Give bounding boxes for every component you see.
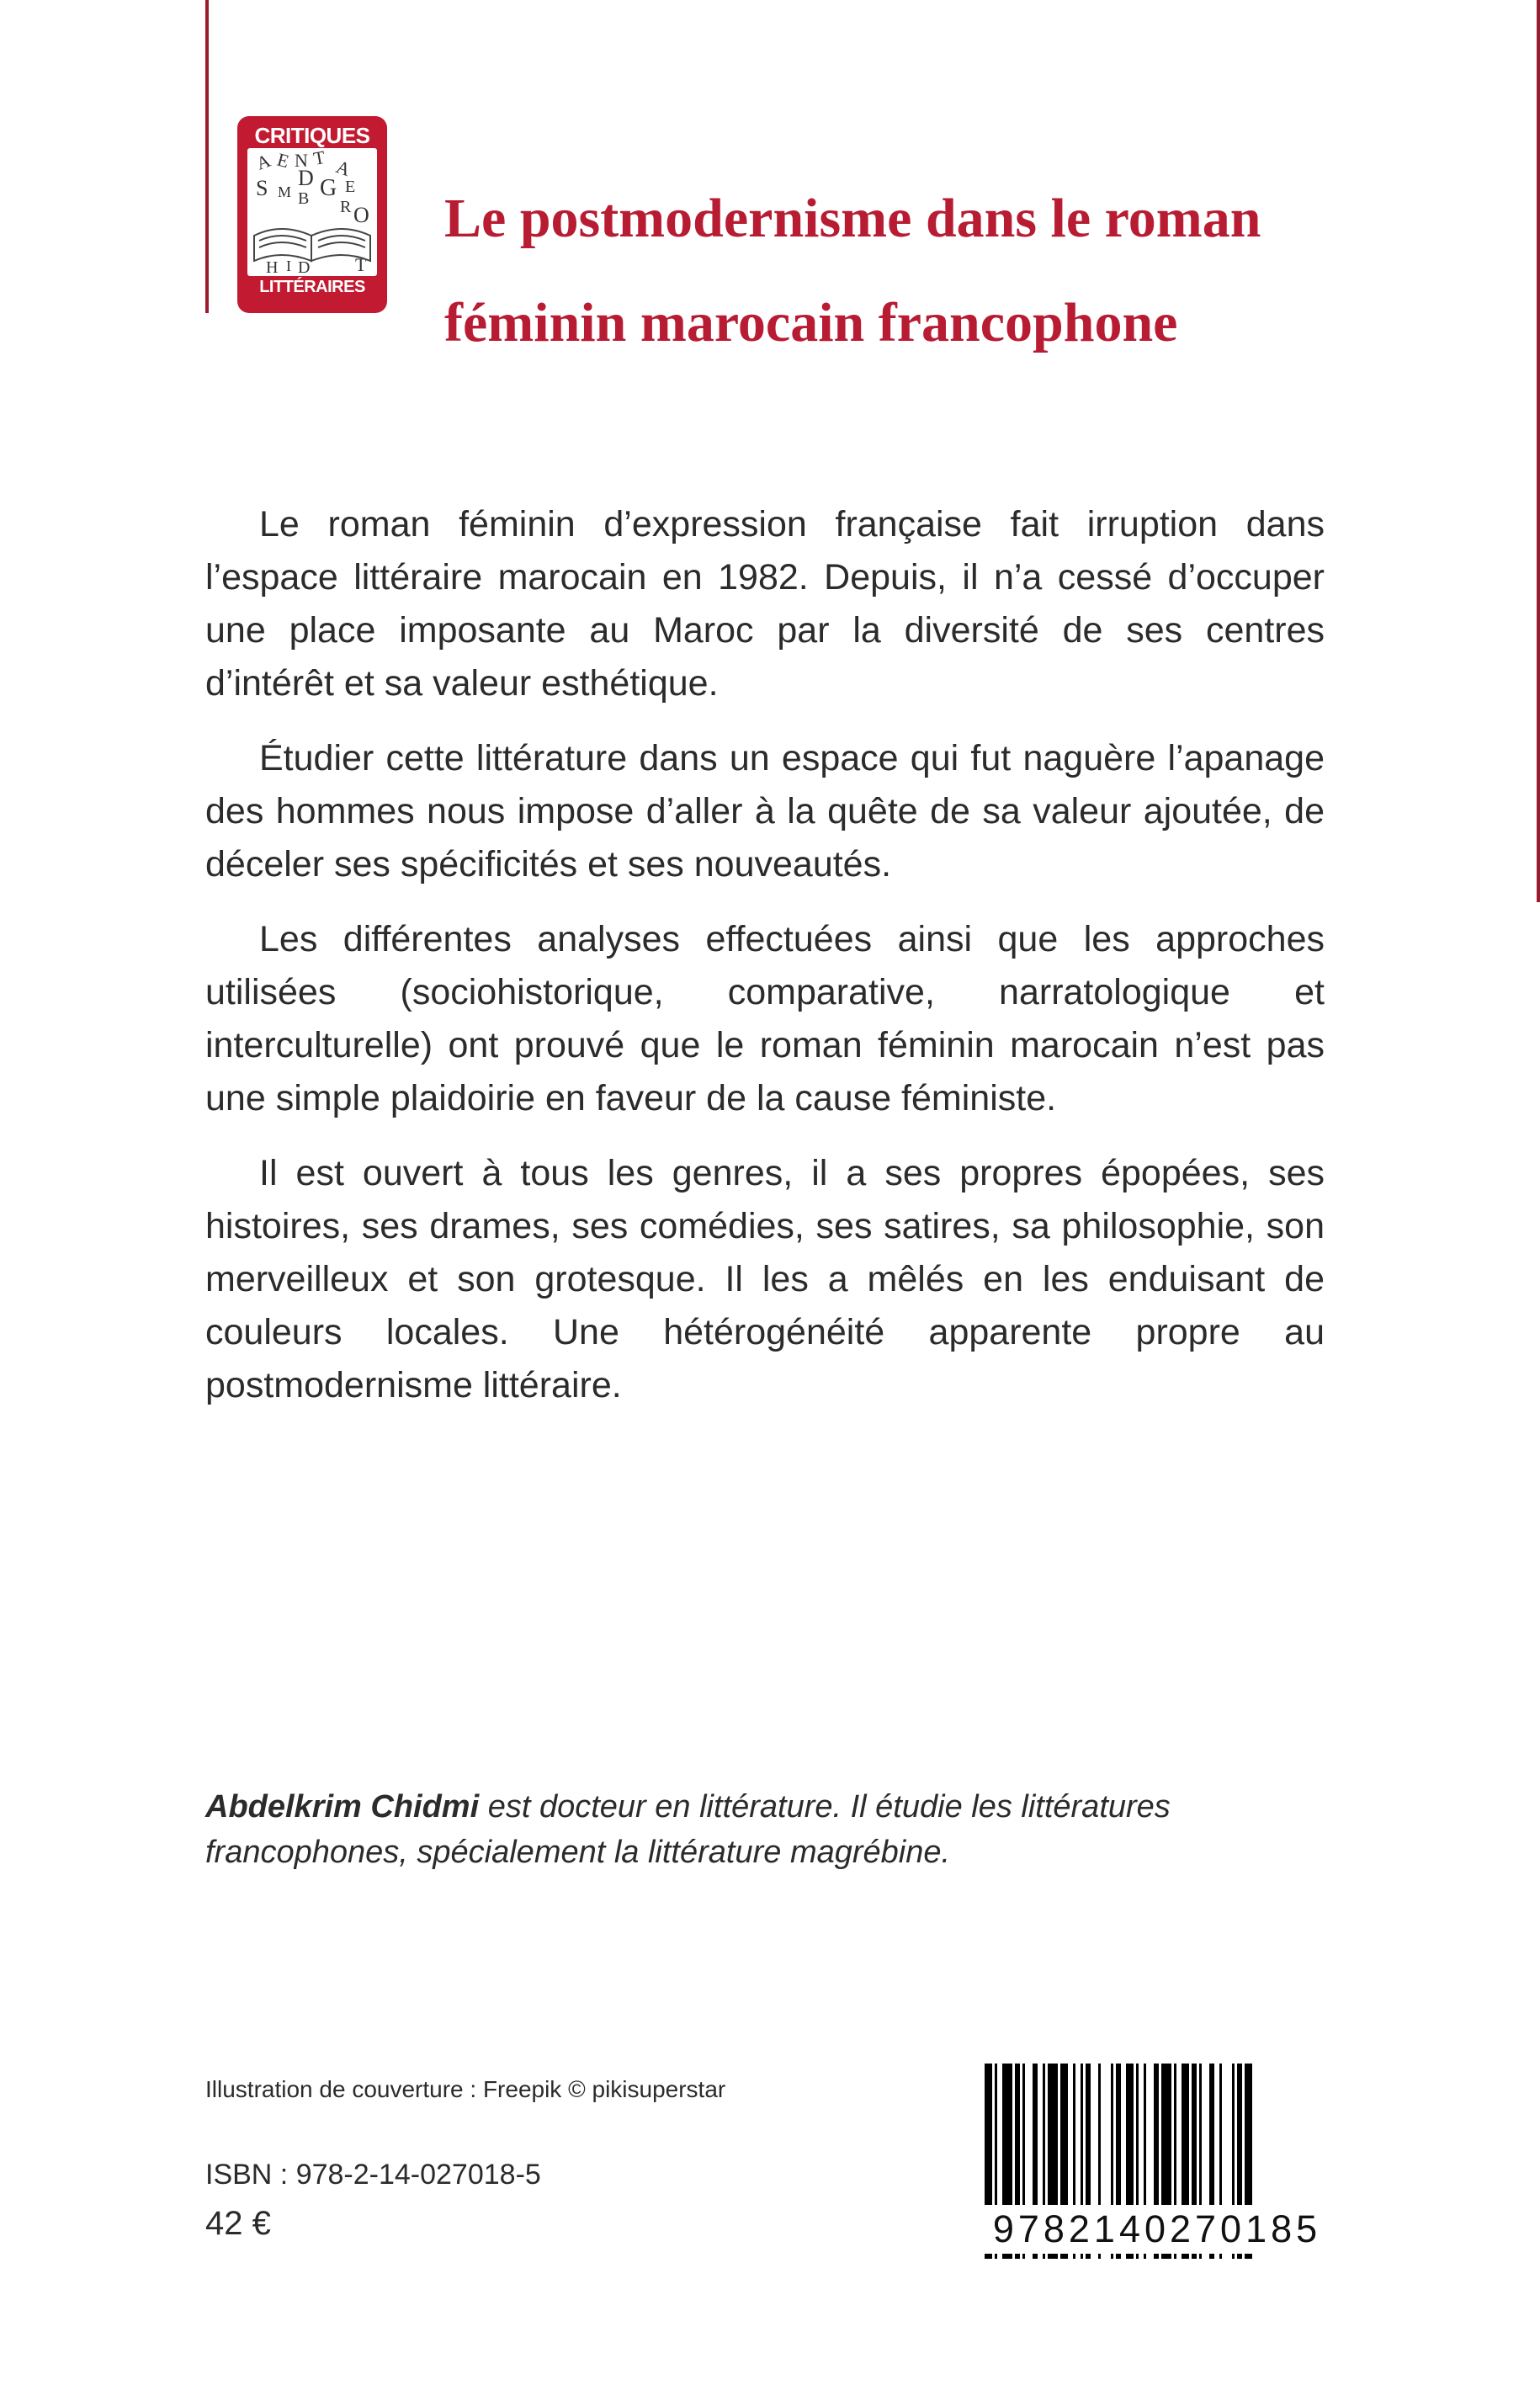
svg-text:D: D bbox=[298, 258, 311, 276]
author-bio-text: est docteur en littérature. Il étudie les littératures francophones, spécialement la littérature magrébine. bbox=[205, 1789, 1171, 1870]
book-title bbox=[444, 167, 1530, 375]
isbn: ISBN : 978-2-14-027018-5 bbox=[205, 2159, 541, 2191]
price: 42 € bbox=[205, 2205, 271, 2242]
svg-text:I: I bbox=[286, 258, 291, 274]
svg-text:E: E bbox=[274, 148, 292, 173]
svg-text:N: N bbox=[295, 150, 308, 171]
series-top-label: CRITIQUES bbox=[254, 123, 370, 148]
svg-text:M: M bbox=[278, 183, 292, 200]
blurb-paragraph-2: Étudier cette littérature dans un espace qui fut naguère l’apanage des hommes nous impose d’aller à la quête de sa valeur ajoutée, de déceler ses spécificités et ses nouveautés. bbox=[205, 738, 1325, 884]
svg-text:T: T bbox=[311, 148, 327, 169]
svg-text:O: O bbox=[353, 203, 369, 227]
blurb-paragraph-3: Les différentes analyses effectuées ainsi que les approches utilisées (sociohistorique, comparative, narratologique et interculturelle) ont prouvé que le roman féminin marocain n’est pas une simple plaidoirie en faveur de la cause féministe. bbox=[205, 919, 1325, 1118]
letters-book-illustration bbox=[247, 148, 377, 276]
svg-text:G: G bbox=[320, 175, 337, 201]
svg-text:A: A bbox=[333, 156, 353, 181]
back-cover-blurb bbox=[205, 498, 1325, 1434]
illustration-credit: Illustration de couverture : Freepik © pikisuperstar bbox=[205, 2076, 726, 2102]
blurb-paragraph-4: Il est ouvert à tous les genres, il a ses propres épopées, ses histoires, ses drames, ses comédies, ses satires, sa philosophie, son merveilleux et son grotesque. Il les a mêlés en les enduisant de couleurs locales. Une hétérogénéité apparente propre au postmodernisme littéraire. bbox=[205, 1153, 1325, 1405]
series-logo bbox=[237, 116, 387, 313]
svg-text:T: T bbox=[355, 254, 367, 275]
left-accent-rule bbox=[205, 0, 209, 313]
right-accent-rule bbox=[1537, 0, 1540, 902]
blurb-paragraph-1: Le roman féminin d’expression française fait irruption dans l’espace littéraire marocain en 1982. Depuis, il n’a cessé d’occuper une place imposante au Maroc par la diversité de ses centres d’intérêt et sa valeur esthétique. bbox=[205, 504, 1325, 704]
author-name: Abdelkrim Chidmi bbox=[205, 1789, 480, 1825]
svg-text:B: B bbox=[298, 189, 310, 208]
barcode-digits: 9782140270185 bbox=[976, 2205, 1338, 2254]
title-line-1: Le postmodernisme dans le roman bbox=[444, 188, 1261, 249]
svg-text:H: H bbox=[266, 258, 279, 276]
svg-text:A: A bbox=[253, 149, 273, 174]
svg-text:D: D bbox=[298, 166, 314, 190]
svg-text:E: E bbox=[345, 178, 356, 196]
svg-text:R: R bbox=[340, 198, 352, 216]
svg-text:S: S bbox=[256, 176, 268, 200]
open-book-icon bbox=[247, 148, 377, 276]
series-bottom-label: LITTÉRAIRES bbox=[259, 278, 365, 296]
title-line-2: féminin marocain francophone bbox=[444, 292, 1178, 353]
author-bio bbox=[205, 1784, 1325, 1875]
